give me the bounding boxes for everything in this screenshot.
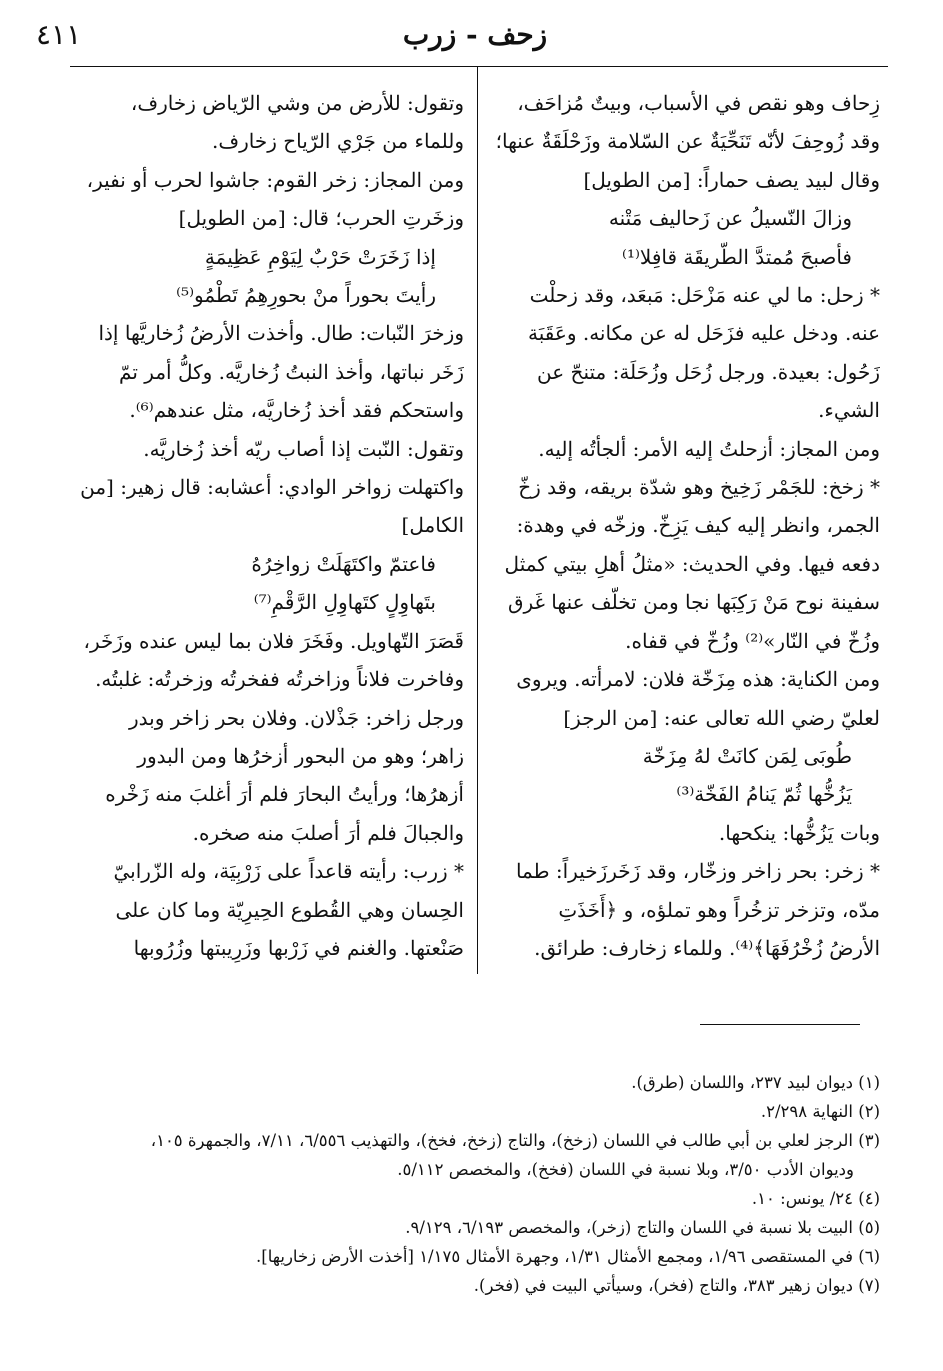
- left-column: [72, 84, 464, 974]
- text-line: وللماء من جَرْي الرّياح زخارف.: [212, 129, 464, 154]
- text-line: والجبالَ فلم أرَ أصلبَ منه صخره.: [192, 820, 464, 845]
- text-line: الشيء.: [818, 398, 880, 423]
- text-line: الجمر، وانظر إليه كيف يَزِخّ. وزخّه في وهدة:: [516, 513, 880, 538]
- footnotes: [70, 1068, 880, 1300]
- text-line: الحِسان وهي القُطوع الحِيرِيّة وما كان على: [115, 897, 464, 922]
- text-line: وتقول: للأرض من وشي الرّياض زخارف،: [130, 91, 464, 115]
- text-line: صَنْعتها. والغنم في زَرْبها وزَرِيبتها وزُرُوبها: [133, 935, 464, 960]
- verse-line: يَزُخُّها ثُمّ يَنامُ الفَخّة⁽³⁾: [676, 782, 852, 807]
- text-line: واكتهلت زواخر الوادي: أعشابه: قال زهير: [من: [80, 475, 464, 500]
- text-line: وزخرَ النّبات: طال. وأخذت الأرضُ زُخاريَّها إذا: [98, 321, 464, 346]
- text-line: وقال لبيد يصف حماراً: [من الطويل]: [583, 167, 880, 192]
- text-line: ورجل زاخر: جَذْلان. وفلان بحر زاخر وبدر: [129, 705, 464, 730]
- verse-line: طُوبَى لِمَن كانَتْ لهُ مِزَخّة: [642, 743, 852, 768]
- verse-line: فأصبحَ مُمتدَّ الطّريقَة قافِلا⁽¹⁾: [622, 244, 852, 269]
- footnote: (٤) ٢٤/ يونس: ١٠.: [751, 1189, 880, 1208]
- text-line: مدّه، وتزخر تزخُراً وهو تملؤه، و ﴿أَخَذَتِ: [558, 897, 880, 922]
- footnote-separator: [700, 1024, 860, 1025]
- text-line: الكامل]: [401, 513, 464, 538]
- text-line: زاهر؛ وهو من البحور أزخرُها ومن البدور: [137, 743, 464, 768]
- text-line: وزخَرتِ الحرب؛ قال: [من الطويل]: [178, 206, 464, 231]
- text-line: دفعه فيها. وفي الحديث: «مثلُ أهلِ بيتي كمثل: [504, 551, 880, 576]
- footnote: (٦) في المستقصى ١/٩٦، ومجمع الأمثال ١/٣١، وجهرة الأمثال ١/١٧٥ [أخذت الأرض زخاريها].: [256, 1247, 880, 1266]
- footnote: (١) ديوان لبيد ٢٣٧، واللسان (طرق).: [631, 1073, 880, 1092]
- text-line: وتقول: النّبت إذا أصاب ريّه أخذ زُخاريَّه.: [143, 436, 464, 461]
- text-line: * زحل: ما لي عنه مَزْحَل: مَبعَد، وقد زحلْت: [529, 283, 880, 308]
- verse-line: بتَهاوِلٍ كتَهاوِلِ الرَّقْمِ⁽⁷⁾: [253, 590, 436, 615]
- text-line: وزُخّ في النّار»⁽²⁾ وزُخّ في قفاه.: [625, 628, 880, 653]
- verse-line: إذا زَخَرَتْ حَرْبٌ لِيَوْمِ عَظِيمَةٍ: [204, 244, 436, 269]
- text-line: * زخخ: للجَمْر زَخِيخ وهو شدّة بريقه، وقد زخّ: [518, 475, 880, 500]
- footnote-continuation: وديوان الأدب ٣/٥٠، وبلا نسبة في اللسان (فخخ)، والمخصص ٥/١١٢.: [397, 1160, 854, 1179]
- right-column: [490, 84, 880, 974]
- text-line: * زرب: رأيته قاعداً على زَرْبِيَة، وله الزّرابيّ: [113, 859, 464, 884]
- footnote: (٢) النهاية ٢/٢٩٨.: [760, 1102, 880, 1121]
- header-rule: [70, 66, 888, 67]
- text-line: ومن المجاز: أزحلتُ إليه الأمر: ألجأتُه إليه.: [538, 436, 880, 461]
- text-line: وبات يَزُخُّها: ينكحها.: [718, 820, 880, 845]
- text-line: وفاخرت فلاناً وزاخرتُه ففخرتُه وزخرتُه: غلبتُه.: [95, 667, 464, 692]
- text-line: زَحُول: بعيدة. ورجل زُحَل وزُحَلَة: متنحّ عن: [537, 359, 880, 384]
- text-line: لعليّ رضي الله تعالى عنه: [من الرجز]: [563, 705, 880, 730]
- running-title: زحف - زرب: [402, 18, 548, 51]
- verse-line: وزالَ النّسيلُ عن زَحاليف مَتْنه: [608, 206, 852, 231]
- verse-line: فاعتمّ واكتَهَلَتْ زواخِرُهُ: [251, 551, 436, 576]
- text-line: زَخَر نباتها، وأخذ النبتُ زُخاريَّه. وكلُّ أمر تمّ: [119, 359, 464, 384]
- text-line: * زخر: بحر زاخر وزخّار، وقد زَخَرزَخيراً: طما: [515, 859, 880, 884]
- page-number: ٤١١: [36, 18, 82, 51]
- column-divider: [477, 66, 478, 974]
- text-line: وقد زُوحِفَ لأنّه تَنَحِّيَةٌ عن السّلامة وزَحْلَقَةٌ عنها؛: [495, 129, 880, 154]
- text-line: ومن الكناية: هذه مِزَخّة فلان: لامرأته. ويروى: [516, 667, 880, 692]
- text-line: الأرضُ زُخْرُفَهَا﴾⁽⁴⁾. وللماء زخارف: طرائق.: [534, 935, 880, 960]
- text-line: عنه. ودخل عليه فزَحَل له عن مكانه. وعَقَبَة: [528, 321, 880, 346]
- text-line: قَصَرَ التّهاويل. وفَخَرَ فلان بما ليس عنده وزَخَر،: [83, 628, 464, 653]
- text-line: ومن المجاز: زخر القوم: جاشوا لحرب أو نفير،: [86, 167, 464, 192]
- verse-line: رأيتَ بحوراً منْ بحورِهِمُ تَطْمُو⁽⁵⁾: [176, 283, 436, 308]
- footnote: (٧) ديوان زهير ٣٨٣، والتاج (فخر)، وسيأتي البيت في (فخر).: [473, 1276, 880, 1295]
- footnote: (٥) البيت بلا نسبة في اللسان والتاج (زخر)، والمخصص ٦/١٩٣، ٩/١٢٩.: [405, 1218, 880, 1237]
- footnote: (٣) الرجز لعلي بن أبي طالب في اللسان (زخخ)، والتاج (زخخ، فخخ)، والتهذيب ٦/٥٥٦، ٧/١١، والجمهرة ١٠٥،: [150, 1131, 880, 1150]
- text-line: واستحكم فقد أخذ زُخاريَّه، مثل عندهم⁽⁶⁾.: [129, 398, 464, 423]
- text-line: أزهرُها؛ ورأيتُ البحارَ فلم أرَ أغلبَ منه زَخْره: [105, 782, 464, 807]
- text-line: سفينة نوح مَنْ رَكِبَها نجا ومن تخلّف عنها غَرق: [507, 590, 880, 615]
- text-line: زِحاف وهو نقص في الأسباب، وبيتٌ مُزاحَف،: [517, 91, 880, 115]
